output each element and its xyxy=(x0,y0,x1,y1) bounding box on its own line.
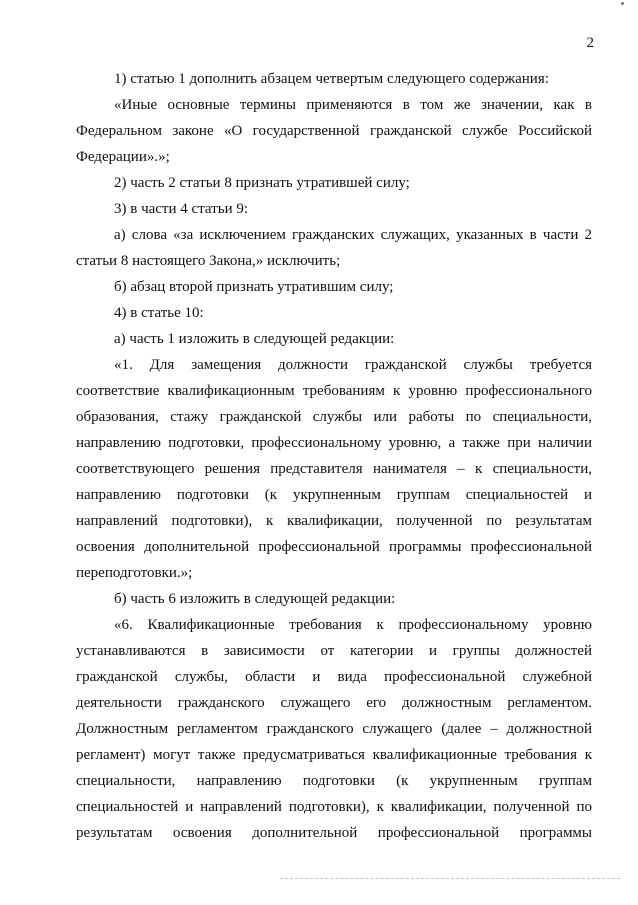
paragraph-4: 3) в части 4 статьи 9: xyxy=(114,201,249,217)
paragraph-2: «Иные основные термины применяются в том же значении, как в Федеральном законе «О государственной гражданской службе Российской Федерации».»; xyxy=(76,97,592,165)
paragraph-1: 1) статью 1 дополнить абзацем четвертым следующего содержания: xyxy=(114,71,549,87)
paragraph-10: б) часть 6 изложить в следующей редакции: xyxy=(114,591,396,607)
paragraph-8: а) часть 1 изложить в следующей редакции: xyxy=(114,331,395,347)
paragraph-5: а) слова «за исключением гражданских служащих, указанных в части 2 статьи 8 настоящего Закона,» исключить; xyxy=(76,227,592,269)
paragraph-6: б) абзац второй признать утратившим силу; xyxy=(114,279,394,295)
paragraph-7: 4) в статье 10: xyxy=(114,305,204,321)
scan-dot xyxy=(621,2,624,5)
paragraph-11: «6. Квалификационные требования к профессиональному уровню устанавливаются в зависимости от категории и группы должностей гражданской службы, области и вида профессиональной служебной деятельности гражданского служащего его должностным регламентом. Должностным регламентом гражданского служащего (далее – должностной регламент) могут также предусматриваться квалификационные требования к специальности, направлению подготовки (к укрупненным группам специальностей и направлений подготовки), к квалификации, полученной по результатам освоения дополнительной профессиональной программы xyxy=(76,617,592,841)
document-body xyxy=(76,66,592,846)
paragraph-3: 2) часть 2 статьи 8 признать утратившей силу; xyxy=(114,175,410,191)
scan-edge-marks xyxy=(280,878,620,881)
paragraph-9: «1. Для замещения должности гражданской службы требуется соответствие квалификационным требованиям к уровню профессионального образования, стажу гражданской службы или работы по специальности, направлению подготовки, профессиональному уровню, а также при наличии соответствующего решения представителя нанимателя – к специальности, направлению подготовки (к укрупненным группам специальностей и направлений подготовки), к квалификации, полученной по результатам освоения дополнительной профессиональной программы профессиональной переподготовки.»; xyxy=(76,357,592,581)
page-number: 2 xyxy=(586,35,594,51)
